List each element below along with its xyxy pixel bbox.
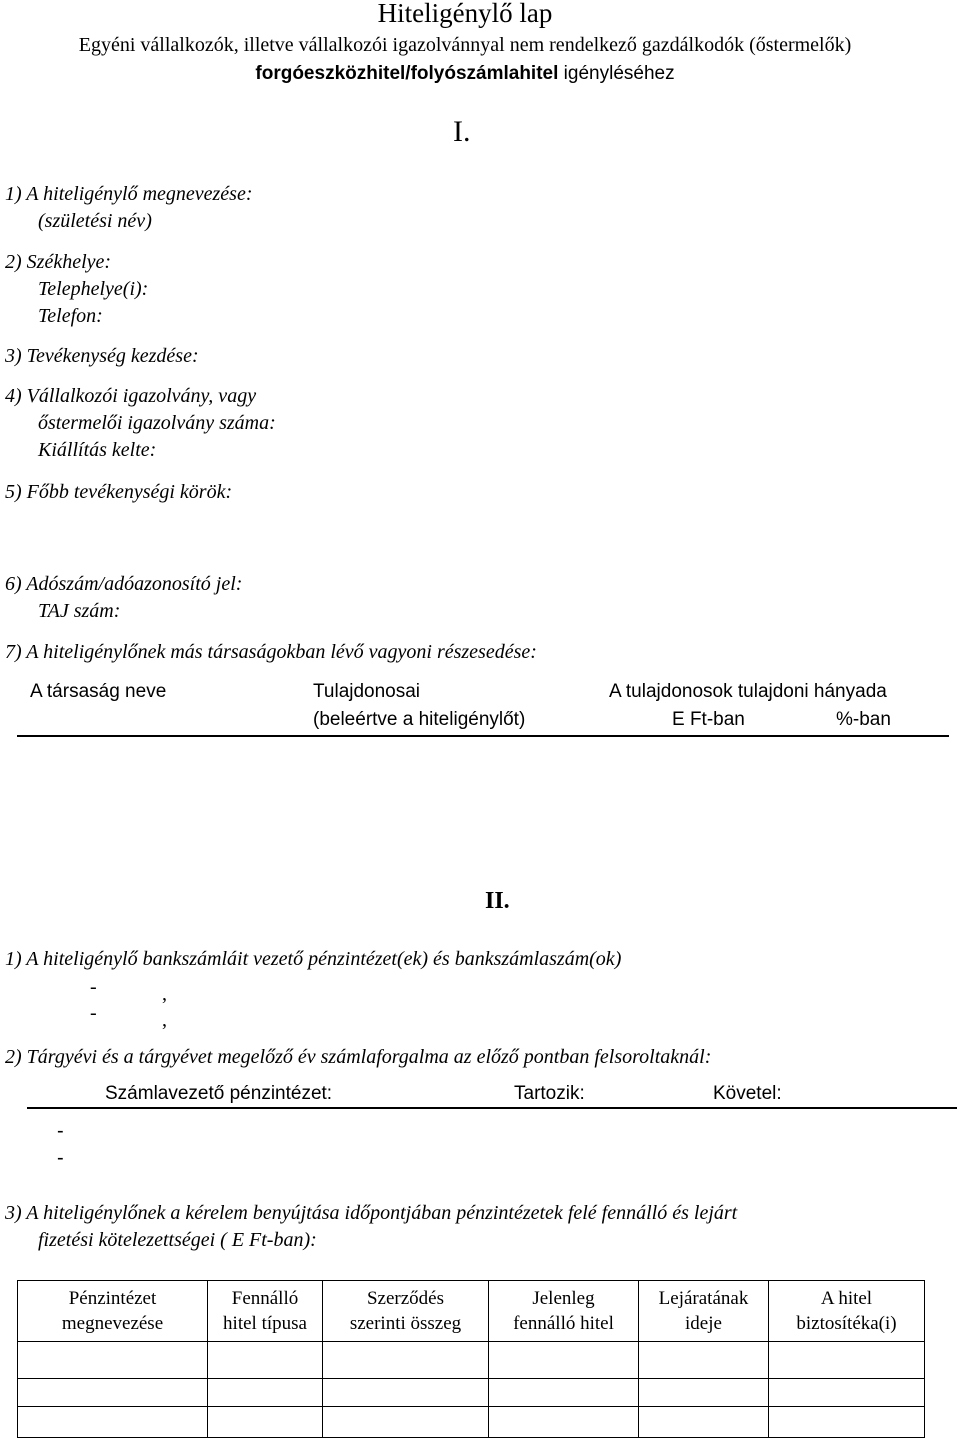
- header-outstanding: Jelenleg fennálló hitel: [489, 1281, 639, 1342]
- header-loan-type: Fennálló hitel típusa: [208, 1281, 323, 1342]
- table-cell[interactable]: [18, 1379, 208, 1407]
- header-maturity: Lejáratának ideje: [639, 1281, 769, 1342]
- field-4-sublabel-b: Kiállítás kelte:: [38, 439, 157, 461]
- col-ownership-share: A tulajdonosok tulajdoni hányada: [609, 681, 887, 702]
- field-4-sublabel-a: őstermelői igazolvány száma:: [38, 412, 276, 434]
- field-1-sublabel: (születési név): [38, 210, 152, 232]
- col-account-bank: Számlavezető pénzintézet:: [105, 1083, 333, 1104]
- table-row: [18, 1342, 925, 1379]
- table-cell[interactable]: [208, 1379, 323, 1407]
- header-collateral: A hitel biztosítéka(i): [769, 1281, 925, 1342]
- field-6-label: 6) Adószám/adóazonosító jel:: [5, 573, 243, 595]
- table-cell[interactable]: [323, 1342, 489, 1379]
- table-cell[interactable]: [639, 1407, 769, 1438]
- obligations-header-row: [18, 1281, 925, 1342]
- table-cell[interactable]: [769, 1342, 925, 1379]
- field-2-label: 2) Székhelye:: [5, 251, 112, 273]
- header-contract-amount: Szerződés szerinti összeg: [323, 1281, 489, 1342]
- table-row: [18, 1379, 925, 1407]
- field-7-label: 7) A hiteligénylőnek más társaságokban lévő vagyoni részesedése:: [5, 641, 537, 663]
- turnover-divider: [27, 1107, 957, 1109]
- bank-entry-comma-2: ,: [162, 1009, 167, 1031]
- table-cell[interactable]: [489, 1342, 639, 1379]
- table-cell[interactable]: [208, 1407, 323, 1438]
- field-5-label: 5) Főbb tevékenységi körök:: [5, 481, 233, 503]
- section-2-heading: II.: [485, 888, 510, 914]
- col-owners: Tulajdonosai: [313, 681, 421, 702]
- page-subtitle-line: [0, 63, 930, 85]
- bank-entry-dash-1: -: [90, 976, 97, 998]
- table-divider: [17, 735, 949, 737]
- question-3-cont: fizetési kötelezettségei ( E Ft-ban):: [38, 1229, 317, 1251]
- page-subtitle: Egyéni vállalkozók, illetve vállalkozói igazolvánnyal nem rendelkező gazdálkodók (őstermelők): [78, 34, 852, 56]
- table-cell[interactable]: [18, 1342, 208, 1379]
- table-cell[interactable]: [323, 1407, 489, 1438]
- obligations-table: [17, 1280, 925, 1438]
- field-6-sublabel: TAJ szám:: [38, 600, 121, 622]
- field-3-label: 3) Tevékenység kezdése:: [5, 345, 199, 367]
- turnover-dash-2: -: [57, 1147, 64, 1169]
- turnover-dash-1: -: [57, 1120, 64, 1142]
- col-owners-note: (beleértve a hiteligénylőt): [313, 709, 526, 730]
- col-company-name: A társaság neve: [30, 681, 167, 702]
- page-title: Hiteligénylő lap: [377, 0, 553, 28]
- table-cell[interactable]: [769, 1379, 925, 1407]
- col-share-eft: E Ft-ban: [672, 709, 745, 730]
- table-cell[interactable]: [639, 1342, 769, 1379]
- bank-entry-dash-2: -: [90, 1002, 97, 1024]
- field-2-sublabel-a: Telephelye(i):: [38, 278, 149, 300]
- credit-type: forgóeszközhitel/folyószámlahitel: [255, 63, 559, 84]
- section-1-heading: I.: [453, 115, 471, 148]
- table-cell[interactable]: [323, 1379, 489, 1407]
- question-1: 1) A hiteligénylő bankszámláit vezető pénzintézet(ek) és bankszámlaszám(ok): [5, 948, 622, 970]
- col-credit: Követel:: [713, 1083, 782, 1104]
- question-2: 2) Tárgyévi és a tárgyévet megelőző év számlaforgalma az előző pontban felsoroltaknál:: [5, 1046, 712, 1068]
- field-4-label: 4) Vállalkozói igazolvány, vagy: [5, 385, 257, 407]
- credit-type-suffix: igényléséhez: [558, 63, 675, 84]
- question-3: 3) A hiteligénylőnek a kérelem benyújtása időpontjában pénzintézetek felé fennálló és lejárt: [5, 1202, 738, 1224]
- bank-entry-comma-1: ,: [162, 983, 167, 1005]
- table-cell[interactable]: [18, 1407, 208, 1438]
- table-cell[interactable]: [489, 1379, 639, 1407]
- field-2-sublabel-b: Telefon:: [38, 305, 103, 327]
- field-1-label: 1) A hiteligénylő megnevezése:: [5, 183, 253, 205]
- col-debit: Tartozik:: [514, 1083, 585, 1104]
- table-row: [18, 1407, 925, 1438]
- table-cell[interactable]: [489, 1407, 639, 1438]
- table-cell[interactable]: [208, 1342, 323, 1379]
- table-cell[interactable]: [769, 1407, 925, 1438]
- col-share-percent: %-ban: [836, 709, 891, 730]
- table-cell[interactable]: [639, 1379, 769, 1407]
- header-institution: Pénzintézet megnevezése: [18, 1281, 208, 1342]
